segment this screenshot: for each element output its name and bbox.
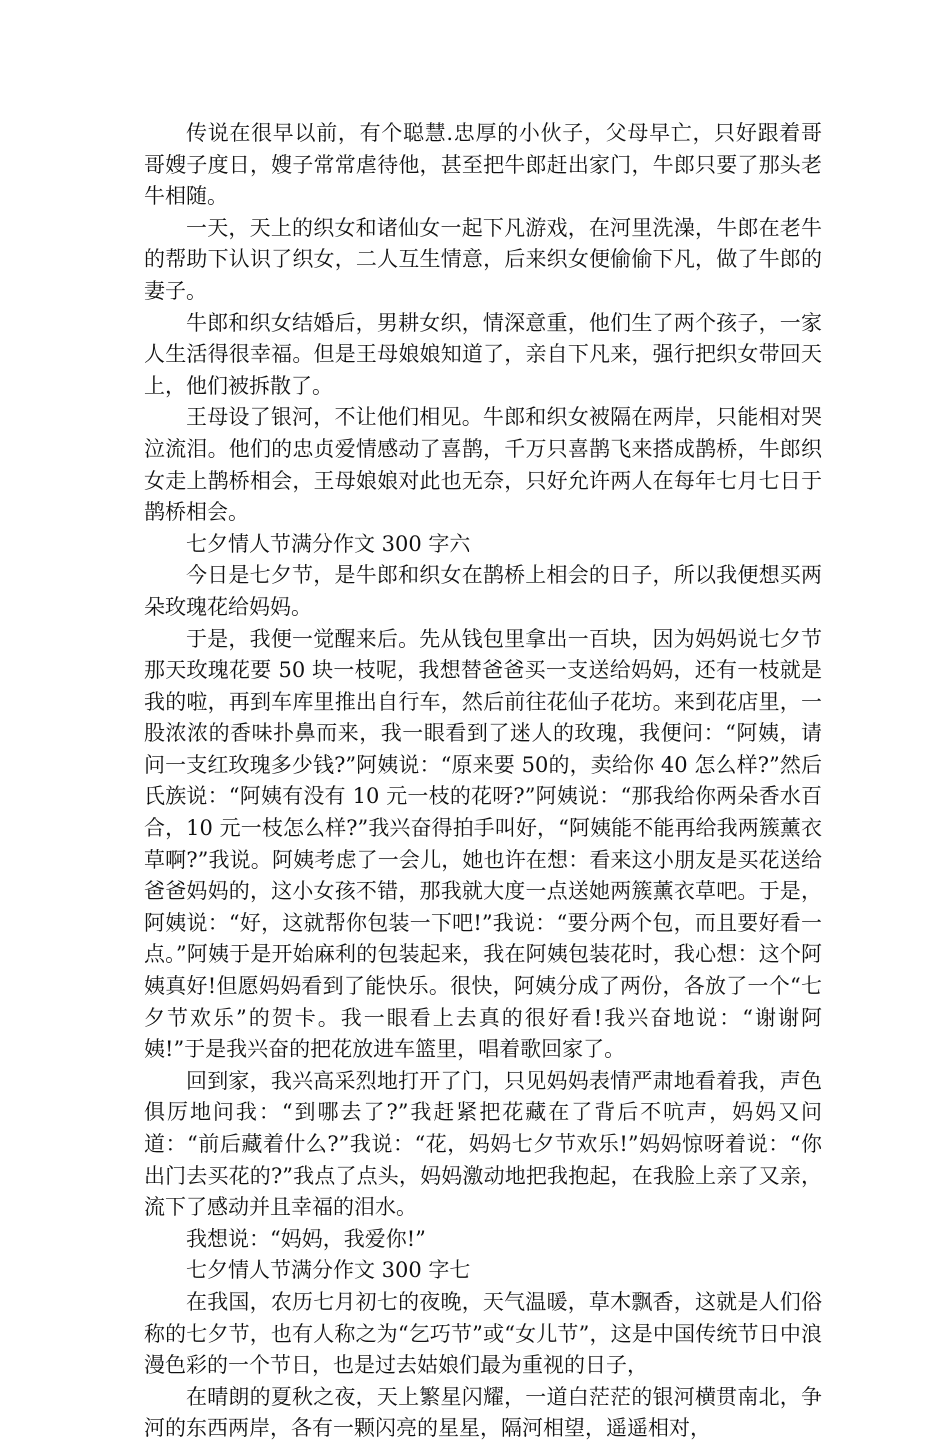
paragraph: 在我国，农历七月初七的夜晚，天气温暖，草木飘香，这就是人们俗称的七夕节，也有人称之为“乞巧节”或“女儿节”，这是中国传统节日中浪漫色彩的一个节日，也是过去姑娘们最为重视的日子， — [144, 1289, 822, 1378]
paragraph: 今日是七夕节，是牛郎和织女在鹊桥上相会的日子，所以我便想买两朵玫瑰花给妈妈。 — [144, 563, 822, 619]
section-heading: 七夕情人节满分作文 300 字七 — [186, 1258, 471, 1283]
paragraph: 牛郎和织女结婚后，男耕女织，情深意重，他们生了两个孩子，一家人生活得很幸福。但是王母娘娘知道了，亲自下凡来，强行把织女带回天上，他们被拆散了。 — [144, 310, 822, 398]
paragraph: 传说在很早以前，有个聪慧.忠厚的小伙子，父母早亡，只好跟着哥哥嫂子度日，嫂子常常虐待他，甚至把牛郎赶出家门，牛郎只要了那头老牛相随。 — [144, 121, 822, 209]
paragraph: 我想说：“妈妈，我爱你!” — [186, 1226, 426, 1251]
paragraph: 回到家，我兴高采烈地打开了门，只见妈妈表情严肃地看着我，声色俱厉地问我：“到哪去了?”我赶紧把花藏在了背后不吭声，妈妈又问道：“前后藏着什么?”我说：“花，妈妈七夕节欢乐!”妈妈惊呀着说：“你出门去买花的?”我点了点头，妈妈激动地把我抱起，在我脸上亲了又亲，流下了感动并且幸福的泪水。 — [144, 1068, 822, 1220]
document-body — [144, 118, 822, 1445]
paragraph: 一天，天上的织女和诸仙女一起下凡游戏，在河里洗澡，牛郎在老牛的帮助下认识了织女，二人互生情意，后来织女便偷偷下凡，做了牛郎的妻子。 — [144, 215, 822, 303]
section-heading: 七夕情人节满分作文 300 字六 — [186, 531, 471, 556]
paragraph: 王母设了银河，不让他们相见。牛郎和织女被隔在两岸，只能相对哭泣流泪。他们的忠贞爱情感动了喜鹊，千万只喜鹊飞来搭成鹊桥，牛郎织女走上鹊桥相会，王母娘娘对此也无奈，只好允许两人在每年七月七日于鹊桥相会。 — [144, 405, 822, 525]
paragraph: 于是，我便一觉醒来后。先从钱包里拿出一百块，因为妈妈说七夕节那天玫瑰花要 50 块一枝呢，我想替爸爸买一支送给妈妈，还有一枝就是我的啦，再到车库里推出自行车，然后前往花仙子花坊。来到花店里，一股浓浓的香味扑鼻而来，我一眼看到了迷人的玫瑰，我便问：“阿姨，请问一支红玫瑰多少钱?”阿姨说：“原来要 50的，卖给你 40 怎么样?”然后氏族说：“阿姨有没有 10 元一枝的花呀?”阿姨说：“那我给你两朵香水百合，10 元一枝怎么样?”我兴奋得拍手叫好，“阿姨能不能再给我两簇薰衣草啊?”我说。阿姨考虑了一会儿，她也许在想：看来这小朋友是买花送给爸爸妈妈的，这小女孩不错，那我就大度一点送她两簇薰衣草吧。于是，阿姨说：“好，这就帮你包装一下吧!”我说：“要分两个包，而且要好看一点。”阿姨于是开始麻利的包装起来，我在阿姨包装花时，我心想：这个阿姨真好!但愿妈妈看到了能快乐。很快，阿姨分成了两份，各放了一个“七夕节欢乐”的贺卡。我一眼看上去真的很好看!我兴奋地说：“谢谢阿姨!”于是我兴奋的把花放进车篮里，唱着歌回家了。 — [144, 626, 822, 1062]
paragraph: 在晴朗的夏秋之夜，天上繁星闪耀，一道白茫茫的银河横贯南北，争河的东西两岸，各有一颗闪亮的星星，隔河相望，遥遥相对， — [144, 1384, 822, 1441]
